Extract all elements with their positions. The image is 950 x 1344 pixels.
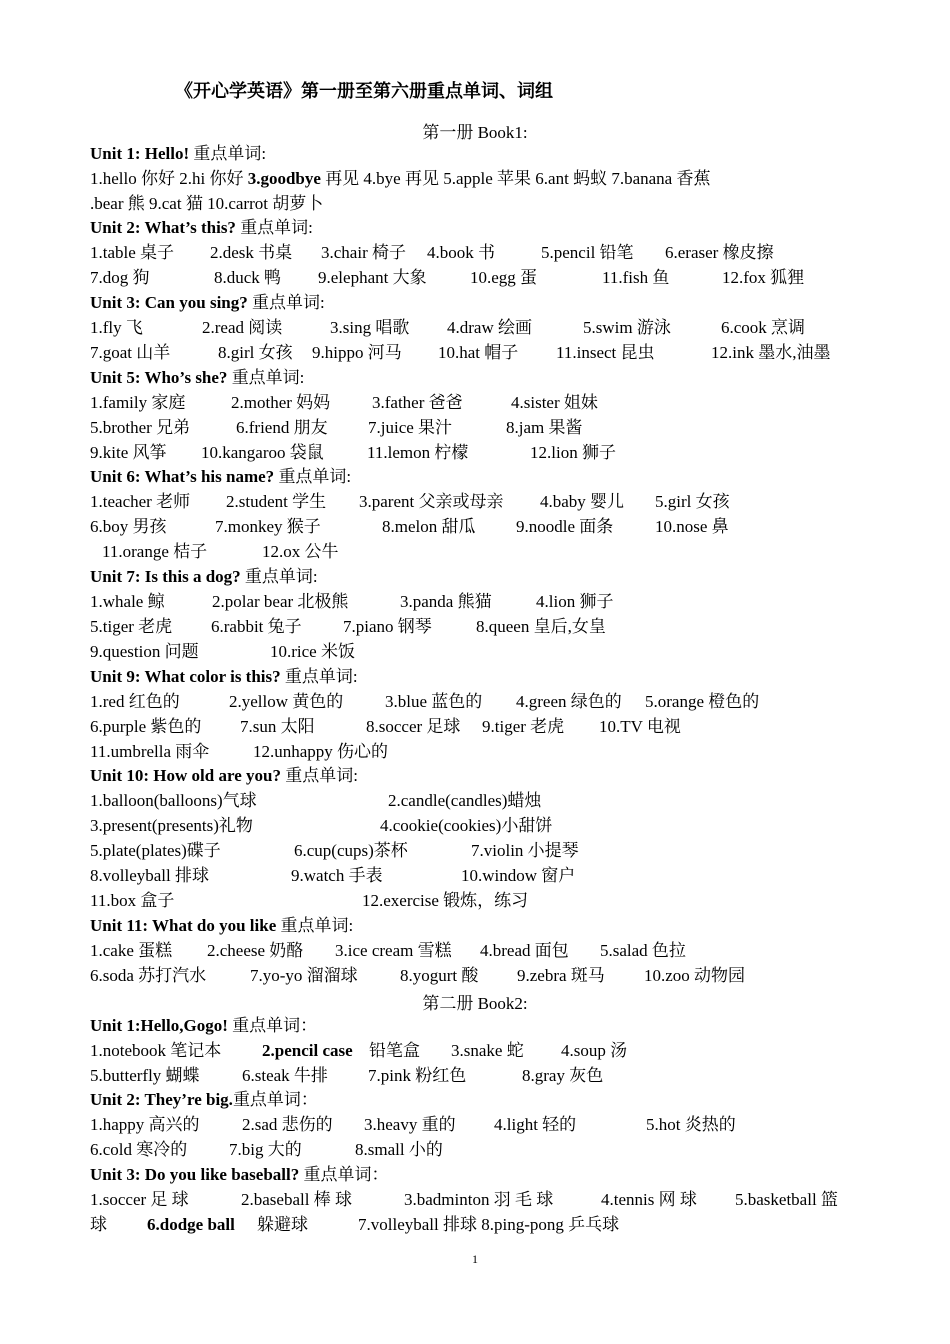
vocab-item: 1.soccer 足 球 xyxy=(90,1190,189,1209)
vocab-item: 6.friend 朋友 xyxy=(236,418,328,437)
unit-title: Unit 9: What color is this? xyxy=(90,667,281,686)
vocab-item: 1.red 红色的 xyxy=(90,692,180,711)
vocab-item: 4.tennis 网 球 xyxy=(601,1190,697,1209)
vocab-item: 7.juice 果汁 xyxy=(368,418,453,437)
vocab-item: 11.orange 桔子 xyxy=(102,542,208,561)
unit-suffix: 重点单词： xyxy=(232,1090,318,1109)
vocab-item: 9.question 问题 xyxy=(90,642,199,661)
vocab-item: 3.panda 熊猫 xyxy=(400,592,492,611)
vocab-item: 1.family 家庭 xyxy=(90,393,186,412)
vocab-item: 8.gray 灰色 xyxy=(522,1066,604,1085)
vocab-item: 12.ox 公牛 xyxy=(262,542,339,561)
vocab-item: 8.small 小的 xyxy=(355,1140,443,1159)
vocab-item: 9.kite 风筝 xyxy=(90,443,167,462)
vocab-item: 7.big 大的 xyxy=(229,1140,302,1159)
unit-suffix: 重点单词: xyxy=(280,916,354,935)
vocab-item: 2.read 阅读 xyxy=(202,318,283,337)
vocab-item: 2.baseball 棒 球 xyxy=(241,1190,352,1209)
unit-title: Unit 2: They’re big. xyxy=(90,1090,233,1109)
vocab-item: 9.noodle 面条 xyxy=(516,517,614,536)
unit-suffix: 重点单词: xyxy=(193,144,267,163)
vocab-item: 4.lion 狮子 xyxy=(536,592,614,611)
vocab-item: 2.desk 书桌 xyxy=(210,243,293,262)
vocab-item: 7.yo-yo 溜溜球 xyxy=(250,966,358,985)
vocab-item: 6.purple 紫色的 xyxy=(90,717,202,736)
vocab-item: 2.mother 妈妈 xyxy=(231,393,331,412)
vocab-item: 8.duck 鸭 xyxy=(214,268,282,287)
vocab-item: 6.eraser 橡皮擦 xyxy=(665,243,774,262)
vocab-item: 7.pink 粉红色 xyxy=(368,1066,467,1085)
vocab-item: 3.snake 蛇 xyxy=(451,1041,524,1060)
vocab-item: 2.sad 悲伤的 xyxy=(242,1115,333,1134)
vocab-item: 3.chair 椅子 xyxy=(321,243,406,262)
vocab-item: 5.pencil 铅笔 xyxy=(541,243,634,262)
unit-heading xyxy=(90,216,313,240)
vocab-item: 11.box 盒子 xyxy=(90,891,175,910)
document-title: 《开心学英语》第一册至第六册重点单词、词组 xyxy=(175,81,553,102)
vocab-item: 球 xyxy=(90,1215,107,1234)
vocab-item: 9.tiger 老虎 xyxy=(482,717,565,736)
unit-suffix: 重点单词： xyxy=(232,1016,318,1035)
vocab-item: 10.kangaroo 袋鼠 xyxy=(201,443,324,462)
unit-title: Unit 1:Hello,Gogo! xyxy=(90,1016,228,1035)
unit-heading xyxy=(90,914,353,938)
vocab-item: 5.swim 游泳 xyxy=(583,318,671,337)
vocab-item: 4.green 绿色的 xyxy=(516,692,622,711)
unit-title: Unit 2: What’s this? xyxy=(90,218,236,237)
unit-title: Unit 3: Can you sing? xyxy=(90,293,248,312)
vocab-item: 4.baby 婴儿 xyxy=(540,492,625,511)
vocab-item: 2.cheese 奶酪 xyxy=(207,941,304,960)
vocab-item: 1.happy 高兴的 xyxy=(90,1115,200,1134)
vocab-item: 10.zoo 动物园 xyxy=(644,966,746,985)
vocab-item: 6.boy 男孩 xyxy=(90,517,167,536)
vocab-item: 9.hippo 河马 xyxy=(312,343,402,362)
vocab-text: 1.hello 你好 2.hi 你好 xyxy=(90,169,248,188)
vocab-item: 5.butterfly 蝴蝶 xyxy=(90,1066,200,1085)
vocab-item: 5.basketball 篮 xyxy=(735,1190,838,1209)
vocab-item: 7.violin 小提琴 xyxy=(471,841,579,860)
vocab-item: 3.sing 唱歌 xyxy=(330,318,410,337)
unit-heading xyxy=(90,665,358,689)
unit-heading xyxy=(90,565,318,589)
vocab-item: 10.hat 帽子 xyxy=(438,343,519,362)
unit-heading xyxy=(90,1088,318,1112)
unit-suffix: 重点单词: xyxy=(284,667,358,686)
unit-title: Unit 3: Do you like baseball? xyxy=(90,1165,300,1184)
vocab-item: 1.cake 蛋糕 xyxy=(90,941,173,960)
vocab-item: 11.umbrella 雨伞 xyxy=(90,742,210,761)
vocab-item: 12.fox 狐狸 xyxy=(722,268,805,287)
vocab-item: 6.soda 苏打汽水 xyxy=(90,966,207,985)
vocab-item: 7.monkey 猴子 xyxy=(215,517,321,536)
vocab-item: 7.piano 钢琴 xyxy=(343,617,432,636)
vocab-item: 3.parent 父亲或母亲 xyxy=(359,492,504,511)
vocab-item: 2.candle(candles)蜡烛 xyxy=(388,791,542,810)
unit-title: Unit 6: What’s his name? xyxy=(90,467,275,486)
vocab-item: 铅笔盒 xyxy=(369,1041,420,1060)
vocab-item: 1.whale 鲸 xyxy=(90,592,165,611)
vocab-item: 5.orange 橙色的 xyxy=(645,692,760,711)
vocab-item: 6.cold 寒冷的 xyxy=(90,1140,188,1159)
vocab-item: 9.elephant 大象 xyxy=(318,268,427,287)
unit-suffix: 重点单词： xyxy=(303,1165,389,1184)
vocab-item: 5.salad 色拉 xyxy=(600,941,686,960)
vocab-item: 1.notebook 笔记本 xyxy=(90,1041,222,1060)
unit-heading xyxy=(90,142,266,166)
unit-suffix: 重点单词: xyxy=(278,467,352,486)
unit-suffix: 重点单词: xyxy=(244,567,318,586)
vocab-item: 2.yellow 黄色的 xyxy=(229,692,344,711)
vocab-item: 8.volleyball 排球 xyxy=(90,866,209,885)
vocab-item: 1.teacher 老师 xyxy=(90,492,191,511)
unit-heading xyxy=(90,1014,317,1038)
vocab-item: 5.plate(plates)碟子 xyxy=(90,841,221,860)
vocab-item: 4.soup 汤 xyxy=(561,1041,628,1060)
vocab-item: 3.ice cream 雪糕 xyxy=(335,941,452,960)
vocab-item: 6.cup(cups)茶杯 xyxy=(294,841,408,860)
vocab-item: 11.lemon 柠檬 xyxy=(367,443,469,462)
vocab-line xyxy=(90,167,710,191)
vocab-item: 10.egg 蛋 xyxy=(470,268,538,287)
vocab-item: 3.blue 蓝色的 xyxy=(385,692,483,711)
book2-heading: 第二册 Book2: xyxy=(422,994,528,1013)
vocab-item: 8.jam 果酱 xyxy=(506,418,583,437)
vocab-bold: 3.goodbye xyxy=(247,169,321,188)
vocab-item: 5.girl 女孩 xyxy=(655,492,730,511)
vocab-item: 4.sister 姐妹 xyxy=(511,393,598,412)
vocab-text: .bear 熊 9.cat 猫 10.carrot 胡萝卜 xyxy=(90,194,324,213)
vocab-item: 4.book 书 xyxy=(427,243,495,262)
vocab-item: 10.TV 电视 xyxy=(599,717,681,736)
unit-title: Unit 1: Hello! xyxy=(90,144,190,163)
unit-title: Unit 11: What do you like xyxy=(90,916,277,935)
vocab-item: 2.polar bear 北极熊 xyxy=(212,592,349,611)
unit-suffix: 重点单词: xyxy=(240,218,313,237)
vocab-item: 12.ink 墨水,油墨 xyxy=(711,343,831,362)
unit-title: Unit 7: Is this a dog? xyxy=(90,567,241,586)
vocab-line xyxy=(90,192,323,216)
vocab-item: 12.exercise 锻炼，练习 xyxy=(362,891,529,910)
vocab-item: 3.heavy 重的 xyxy=(364,1115,456,1134)
vocab-item: 3.father 爸爸 xyxy=(372,393,463,412)
vocab-item: 8.yogurt 酸 xyxy=(400,966,479,985)
vocab-item: 7.volleyball 排球 8.ping-pong 乒乓球 xyxy=(358,1215,620,1234)
unit-heading xyxy=(90,764,358,788)
vocab-item: 6.rabbit 兔子 xyxy=(211,617,302,636)
vocab-item: 7.sun 太阳 xyxy=(240,717,315,736)
vocab-item: 4.cookie(cookies)小甜饼 xyxy=(380,816,553,835)
vocab-item: 8.queen 皇后,女皇 xyxy=(476,617,606,636)
vocab-item: 8.melon 甜瓜 xyxy=(382,517,476,536)
vocab-item: 5.hot 炎热的 xyxy=(646,1115,736,1134)
unit-heading xyxy=(90,1163,388,1187)
unit-heading xyxy=(90,465,351,489)
vocab-item: 8.girl 女孩 xyxy=(218,343,293,362)
vocab-item: 3.present(presents)礼物 xyxy=(90,816,253,835)
vocab-item: 4.draw 绘画 xyxy=(447,318,532,337)
unit-heading xyxy=(90,366,304,390)
unit-suffix: 重点单词: xyxy=(285,766,358,785)
vocab-item: 11.fish 鱼 xyxy=(602,268,670,287)
vocab-item: 5.brother 兄弟 xyxy=(90,418,191,437)
vocab-item: 3.badminton 羽 毛 球 xyxy=(404,1190,554,1209)
vocab-item: 6.steak 牛排 xyxy=(242,1066,328,1085)
vocab-item: 5.tiger 老虎 xyxy=(90,617,173,636)
vocab-item: 8.soccer 足球 xyxy=(366,717,461,736)
unit-suffix: 重点单词: xyxy=(252,293,325,312)
vocab-item: 躲避球 xyxy=(257,1215,308,1234)
page-number: 1 xyxy=(472,1252,478,1266)
vocab-item: 4.bread 面包 xyxy=(480,941,569,960)
vocab-item: 12.unhappy 伤心的 xyxy=(253,742,389,761)
vocab-item-bold: 2.pencil case xyxy=(262,1041,353,1060)
book1-heading: 第一册 Book1: xyxy=(422,123,528,142)
unit-suffix: 重点单词: xyxy=(231,368,305,387)
vocab-item: 1.table 桌子 xyxy=(90,243,175,262)
vocab-item: 2.student 学生 xyxy=(226,492,327,511)
vocab-item: 12.lion 狮子 xyxy=(530,443,616,462)
vocab-item: 10.rice 米饭 xyxy=(270,642,355,661)
vocab-item-bold: 6.dodge ball xyxy=(147,1215,235,1234)
vocab-item: 7.goat 山羊 xyxy=(90,343,171,362)
unit-title: Unit 10: How old are you? xyxy=(90,766,281,785)
vocab-item: 4.light 轻的 xyxy=(494,1115,577,1134)
vocab-item: 9.zebra 斑马 xyxy=(517,966,605,985)
vocab-item: 9.watch 手表 xyxy=(291,866,383,885)
vocab-item: 7.dog 狗 xyxy=(90,268,150,287)
vocab-text: 再见 4.bye 再见 5.apple 苹果 6.ant 蚂蚁 7.banana 香蕉 xyxy=(320,169,711,188)
unit-heading xyxy=(90,291,325,315)
vocab-item: 10.nose 鼻 xyxy=(655,517,729,536)
unit-title: Unit 5: Who’s she? xyxy=(90,368,228,387)
vocab-item: 1.fly 飞 xyxy=(90,318,143,337)
vocab-item: 10.window 窗户 xyxy=(461,866,576,885)
vocab-item: 6.cook 烹调 xyxy=(721,318,806,337)
vocab-item: 1.balloon(balloons)气球 xyxy=(90,791,257,810)
vocab-item: 11.insect 昆虫 xyxy=(556,343,655,362)
